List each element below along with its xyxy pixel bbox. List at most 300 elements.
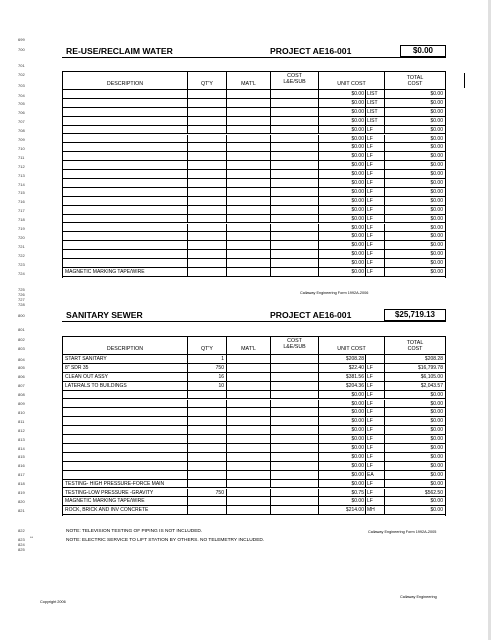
cell-description (63, 453, 188, 461)
line-number: 807 (18, 383, 25, 389)
cell-unit-cost: $0.00 (351, 180, 364, 186)
cell-unit-cost: $22.40 (348, 364, 364, 371)
cell-description (63, 417, 188, 425)
cell-unit: LF (365, 259, 385, 267)
line-number: 806 (18, 374, 25, 380)
cell-description (63, 143, 188, 151)
cell-description (63, 215, 188, 223)
form-number: Callaway Engineering Form 1992A-2005 (368, 530, 437, 534)
cell-cost (271, 161, 319, 169)
line-number: 801 (18, 327, 25, 332)
col-total-header (385, 337, 445, 354)
cell-unit: LF (365, 391, 385, 399)
cell-total: $0.00 (430, 153, 443, 160)
cell-qty (188, 391, 227, 399)
cell-unit: LF (365, 400, 385, 408)
cell-unit: LF (365, 152, 385, 160)
cell-total: $2,043.57 (420, 382, 443, 389)
line-number: 804 (18, 356, 25, 362)
line-number: 713 (18, 172, 25, 178)
table-row (63, 152, 445, 161)
line-items-table (62, 355, 446, 516)
cell-cost (271, 417, 319, 425)
cell-matl (227, 250, 271, 258)
cell-description (63, 108, 188, 116)
cell-cost (271, 435, 319, 443)
table-row (63, 444, 445, 453)
line-number: 802 (18, 337, 25, 342)
table-row (63, 232, 445, 241)
line-number: 718 (18, 217, 25, 223)
cell-qty (188, 268, 227, 276)
cell-qty (188, 250, 227, 258)
cell-matl (227, 197, 271, 205)
cell-description (63, 444, 188, 452)
cell-qty (188, 259, 227, 267)
cell-cost (271, 135, 319, 143)
cell-matl (227, 382, 271, 390)
cell-cost (271, 108, 319, 116)
line-number: 700 (18, 47, 25, 52)
cell-matl (227, 188, 271, 196)
cell-description: CLEAN OUT ASSY (63, 373, 188, 381)
cell-description (63, 197, 188, 205)
table-row (63, 268, 445, 277)
cell-total: $0.00 (430, 251, 443, 258)
cell-unit: LIST (365, 99, 385, 107)
line-number: 825 (18, 547, 25, 552)
cell-unit: LF (365, 373, 385, 381)
cell-total: $0.00 (430, 260, 443, 267)
cell-matl (227, 259, 271, 267)
cell-cost (271, 232, 319, 240)
cell-qty (188, 232, 227, 240)
cell-total: $0.00 (430, 180, 443, 186)
table-row (63, 117, 445, 126)
cell-unit-cost: $0.00 (351, 233, 364, 240)
line-number: 715 (18, 190, 25, 196)
cell-matl (227, 108, 271, 116)
cell-qty: 750 (188, 489, 227, 497)
cell-qty: 10 (188, 382, 227, 390)
cell-unit: LF (365, 126, 385, 134)
cell-description: LATERALS TO BUILDINGS (63, 382, 188, 390)
line-number: 720 (18, 234, 25, 240)
col-matl-header: MAT'L (227, 72, 271, 89)
table-row (63, 400, 445, 409)
line-mark: ** (30, 535, 34, 540)
cell-unit: LF (365, 224, 385, 232)
cell-total: $0.00 (430, 409, 443, 416)
cell-unit-cost: $0.00 (351, 445, 364, 451)
cell-cost (271, 197, 319, 205)
cell-qty (188, 435, 227, 443)
line-number: 800 (18, 313, 25, 318)
cell-description: ROCK, BRICK AND INV CONCRETE (63, 506, 188, 514)
cell-unit-cost: $0.00 (351, 188, 364, 195)
cell-qty (188, 170, 227, 178)
cell-matl (227, 355, 271, 363)
cell-unit-cost: $0.00 (351, 197, 364, 204)
cell-unit-cost: $0.00 (351, 135, 364, 142)
cell-cost (271, 215, 319, 223)
line-number: 809 (18, 401, 25, 406)
line-number: 812 (18, 427, 25, 433)
cell-unit: LIST (365, 117, 385, 125)
cell-matl (227, 426, 271, 434)
cell-matl (227, 364, 271, 372)
section-total: $25,719.13 (384, 309, 446, 321)
cell-total: $0.00 (430, 436, 443, 443)
cell-cost (271, 400, 319, 408)
cell-unit-cost: $0.00 (351, 471, 364, 478)
cell-qty (188, 426, 227, 434)
cell-qty (188, 224, 227, 232)
cell-unit-cost: $0.00 (351, 215, 364, 222)
cell-unit-cost: $0.00 (351, 400, 364, 407)
cell-description (63, 232, 188, 240)
cell-unit (365, 355, 385, 363)
col-matl-header: MAT'L (227, 337, 271, 354)
cell-cost (271, 117, 319, 125)
cell-description (63, 152, 188, 160)
cell-cost (271, 506, 319, 514)
line-number: 821 (18, 507, 25, 513)
cell-unit: LF (365, 453, 385, 461)
table-header (62, 336, 446, 355)
cell-unit-cost: $0.00 (351, 409, 364, 416)
line-number: 819 (18, 490, 25, 495)
line-number: 699 (18, 37, 25, 42)
cell-cost (271, 391, 319, 399)
cell-unit-cost: $0.00 (351, 126, 364, 133)
cell-total: $0.00 (430, 507, 443, 514)
cell-matl (227, 170, 271, 178)
line-number: 813 (18, 436, 25, 442)
cell-matl (227, 268, 271, 276)
cell-qty (188, 241, 227, 249)
cell-unit-cost: $0.00 (351, 436, 364, 443)
cell-unit: LF (365, 197, 385, 205)
cell-matl (227, 480, 271, 488)
cell-cost (271, 90, 319, 98)
cell-matl (227, 435, 271, 443)
line-number: 719 (18, 226, 25, 231)
cell-unit: LF (365, 268, 385, 276)
company-name: Callaway Engineering (400, 595, 437, 599)
cell-total: $0.00 (430, 498, 443, 505)
cell-matl (227, 489, 271, 497)
table-row (63, 462, 445, 471)
line-number: 725 (18, 287, 25, 292)
cell-qty (188, 117, 227, 125)
cell-cost (271, 179, 319, 187)
cell-unit-cost: $0.00 (351, 206, 364, 213)
cell-description: MAGNETIC MARKING TAPE/WIRE (63, 497, 188, 505)
line-number: 717 (18, 208, 25, 214)
cell-unit-cost: $0.00 (351, 498, 364, 505)
cell-description (63, 426, 188, 434)
cell-total: $208.28 (424, 356, 443, 362)
cell-matl (227, 417, 271, 425)
cell-unit-cost: $0.00 (351, 260, 364, 267)
cell-qty (188, 506, 227, 514)
cell-matl (227, 179, 271, 187)
section-total: $0.00 (400, 45, 446, 57)
cell-matl (227, 471, 271, 479)
table-header (62, 71, 446, 90)
col-cost-header (271, 337, 319, 354)
cell-cost (271, 188, 319, 196)
line-number: 705 (18, 101, 25, 107)
line-number: 724 (18, 270, 25, 276)
table-row (63, 161, 445, 170)
cell-total: $6,105.00 (420, 373, 443, 380)
cell-matl (227, 444, 271, 452)
section-title: RE-USE/RECLAIM WATER (66, 46, 173, 56)
cell-cost (271, 224, 319, 232)
table-row (63, 90, 445, 99)
note-electric-service: NOTE: ELECTRIC SERVICE TO LIFT STATION BY OTHERS. NO TELEMETRY INCLUDED. (66, 538, 265, 543)
cell-total: $562.50 (424, 489, 443, 496)
cell-total: $0.00 (430, 144, 443, 151)
cell-unit-cost: $0.00 (351, 153, 364, 160)
cell-unit: LIST (365, 90, 385, 98)
line-number: 803 (18, 346, 25, 351)
cell-unit-cost: $0.00 (351, 242, 364, 249)
cell-unit: LF (365, 382, 385, 390)
line-number: 707 (18, 119, 25, 125)
line-number: 702 (18, 72, 25, 77)
cell-unit: LF (365, 364, 385, 372)
cell-unit-cost: $0.00 (351, 91, 364, 97)
cell-unit: LF (365, 444, 385, 452)
cell-unit: LF (365, 489, 385, 497)
table-row (63, 489, 445, 498)
cell-unit: LF (365, 435, 385, 443)
cell-total: $0.00 (430, 391, 443, 398)
cell-unit-cost: $0.00 (351, 480, 364, 487)
cell-qty (188, 215, 227, 223)
cell-total: $0.00 (430, 453, 443, 460)
cell-unit: LF (365, 426, 385, 434)
line-number: 810 (18, 409, 25, 415)
note-television-testing: NOTE: TELEVISION TESTING OF PIPING IS NOT INCLUDED. (66, 529, 203, 534)
table-row (63, 250, 445, 259)
cell-unit-cost: $204.36 (345, 382, 364, 389)
line-number: 703 (18, 83, 25, 88)
cell-unit-cost: $0.00 (351, 99, 364, 106)
cell-qty (188, 462, 227, 470)
line-number: 709 (18, 137, 25, 142)
cell-total: $0.00 (430, 427, 443, 434)
cell-unit-cost: $0.00 (351, 427, 364, 434)
table-row (63, 170, 445, 179)
cell-total: $0.00 (430, 233, 443, 240)
cell-unit-cost: $381.56 (345, 373, 364, 380)
cell-matl (227, 206, 271, 214)
cell-cost (271, 471, 319, 479)
cell-qty (188, 161, 227, 169)
cell-description: MAGNETIC MARKING TAPE/WIRE (63, 268, 188, 276)
line-number: 823 (18, 537, 25, 542)
line-number: 710 (18, 145, 25, 151)
cell-total: $0.00 (430, 269, 443, 275)
cell-unit-cost: $208.28 (345, 356, 364, 362)
cell-matl (227, 506, 271, 514)
cell-matl (227, 143, 271, 151)
cell-total: $0.00 (430, 418, 443, 425)
cell-matl (227, 400, 271, 408)
cell-unit: LF (365, 232, 385, 240)
cell-total: $16,799.78 (417, 364, 443, 371)
cell-cost (271, 373, 319, 381)
total-top-label: TOTAL (406, 75, 424, 81)
cell-unit-cost: $0.00 (351, 453, 364, 460)
col-unit-cost-header: UNIT COST (319, 337, 385, 354)
cell-total: $0.00 (430, 400, 443, 407)
cell-qty (188, 417, 227, 425)
table-row (63, 506, 445, 515)
cell-total: $0.00 (430, 224, 443, 231)
cell-matl (227, 126, 271, 134)
cell-unit: LF (365, 143, 385, 151)
cell-total: $0.00 (430, 91, 443, 97)
cell-qty (188, 408, 227, 416)
cell-unit: LF (365, 497, 385, 505)
cell-qty (188, 179, 227, 187)
cell-matl (227, 135, 271, 143)
table-row (63, 471, 445, 480)
cell-matl (227, 497, 271, 505)
line-number: 822 (18, 528, 25, 533)
table-row (63, 188, 445, 197)
line-number: 728 (18, 302, 25, 307)
cell-cost (271, 453, 319, 461)
col-qty-header: QT'Y (188, 72, 227, 89)
project-label: PROJECT AE16-001 (270, 310, 352, 320)
cell-unit-cost: $0.00 (351, 171, 364, 178)
cell-cost (271, 206, 319, 214)
cell-unit-cost: $0.00 (351, 224, 364, 231)
cell-unit-cost: $0.00 (351, 269, 364, 275)
cell-unit: LF (365, 135, 385, 143)
line-number: 701 (18, 63, 25, 68)
cell-cost (271, 462, 319, 470)
table-row (63, 108, 445, 117)
cell-qty (188, 99, 227, 107)
table-row (63, 382, 445, 391)
cell-total: $0.00 (430, 171, 443, 178)
line-number: 805 (18, 365, 25, 371)
cell-cost (271, 99, 319, 107)
section-title-bar (62, 44, 446, 58)
table-row (63, 259, 445, 268)
cell-unit-cost: $0.00 (351, 391, 364, 398)
cell-unit: EA (365, 471, 385, 479)
cell-qty (188, 400, 227, 408)
cell-qty: 750 (188, 364, 227, 372)
cell-matl (227, 462, 271, 470)
cell-unit-cost: $0.00 (351, 144, 364, 151)
cell-qty (188, 152, 227, 160)
cell-unit: LF (365, 241, 385, 249)
form-number: Callaway Engineering Form 1992A-2006 (300, 291, 369, 295)
col-description-header: DESCRIPTION (63, 337, 188, 354)
table-row (63, 197, 445, 206)
cell-unit: LF (365, 417, 385, 425)
cell-description (63, 206, 188, 214)
cell-total: $0.00 (430, 480, 443, 487)
line-number: 824 (18, 542, 25, 547)
table-row (63, 391, 445, 400)
cell-qty (188, 471, 227, 479)
cell-unit: LF (365, 188, 385, 196)
cost-sub-label: L&E/SUB (283, 79, 306, 85)
cell-description (63, 391, 188, 399)
col-cost-header (271, 72, 319, 89)
cell-cost (271, 250, 319, 258)
cost-top-label: COST (287, 338, 302, 344)
table-row (63, 179, 445, 188)
line-number: 808 (18, 392, 25, 398)
cell-description (63, 99, 188, 107)
cell-unit: LF (365, 408, 385, 416)
cell-unit-cost: $0.00 (351, 418, 364, 425)
cell-description: TESTING-LOW PRESSURE -GRAVITY (63, 489, 188, 497)
cell-description (63, 435, 188, 443)
cell-matl (227, 161, 271, 169)
cell-description: 8" SDR 35 (63, 364, 188, 372)
table-row (63, 224, 445, 233)
line-items-table (62, 90, 446, 278)
cell-qty (188, 126, 227, 134)
total-sub-label: COST (407, 346, 423, 352)
table-row (63, 408, 445, 417)
cell-total: $0.00 (430, 108, 443, 115)
cell-description (63, 408, 188, 416)
total-sub-label: COST (407, 81, 423, 87)
cell-qty: 1 (188, 355, 227, 363)
cell-description (63, 224, 188, 232)
cell-description (63, 241, 188, 249)
cell-description (63, 117, 188, 125)
cell-unit-cost: $0.00 (351, 108, 364, 115)
cell-cost (271, 259, 319, 267)
table-row (63, 426, 445, 435)
table-row (63, 126, 445, 135)
cell-description (63, 462, 188, 470)
cell-cost (271, 364, 319, 372)
cell-qty (188, 143, 227, 151)
cell-description (63, 250, 188, 258)
cell-unit-cost: $0.00 (351, 162, 364, 169)
section-title: SANITARY SEWER (66, 310, 143, 320)
cell-matl (227, 391, 271, 399)
line-number: 721 (18, 243, 25, 249)
cell-matl (227, 117, 271, 125)
cell-qty (188, 188, 227, 196)
line-number: 815 (18, 454, 25, 460)
cell-total: $0.00 (430, 117, 443, 124)
project-label: PROJECT AE16-001 (270, 46, 352, 56)
cell-description (63, 135, 188, 143)
cell-total: $0.00 (430, 462, 443, 469)
cell-unit: LF (365, 206, 385, 214)
cell-qty (188, 206, 227, 214)
cell-qty (188, 135, 227, 143)
cell-matl (227, 453, 271, 461)
